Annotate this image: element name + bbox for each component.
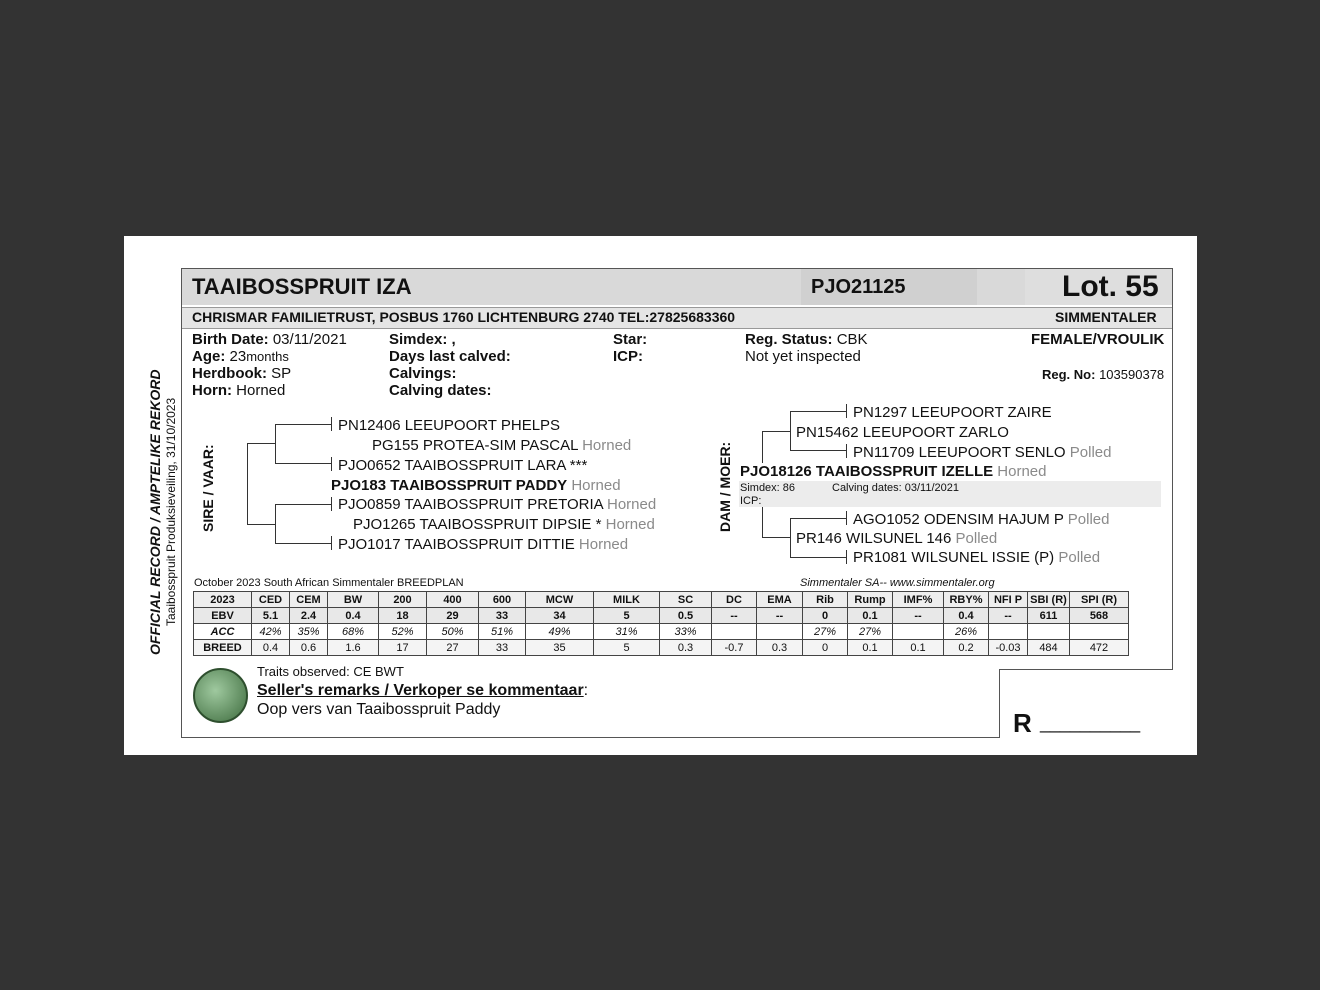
price-line: __________ — [1040, 713, 1141, 733]
ebv-cell: 0.5 — [660, 608, 712, 624]
ebv-cell: Rump — [848, 592, 893, 608]
logo-icon — [193, 668, 248, 723]
ebv-cell: 33 — [479, 640, 526, 656]
ebv-cell: 35 — [526, 640, 594, 656]
animal-reg-id: PJO21125 — [811, 276, 906, 298]
ebv-cell: 200 — [379, 592, 427, 608]
dam-dam-dam: PR1081 WILSUNEL ISSIE (P) Polled — [853, 549, 1101, 566]
ebv-cell: 27% — [848, 624, 893, 640]
ebv-cell — [712, 624, 757, 640]
ebv-cell: 5 — [594, 608, 660, 624]
ebv-cell: 49% — [526, 624, 594, 640]
dam-sire-sire: PN1297 LEEUPOORT ZAIRE — [853, 404, 1052, 421]
ebv-cell: 0.4 — [252, 640, 290, 656]
ebv-cell: 27% — [803, 624, 848, 640]
age: Age: 23months — [192, 348, 289, 365]
ebv-cell: -- — [757, 608, 803, 624]
ebv-cell: 27 — [427, 640, 479, 656]
sale-label: Taaibosspruit Produksieveiling, 31/10/2023 — [164, 397, 178, 626]
herdbook: Herdbook: SP — [192, 365, 292, 382]
ebv-cell: 0.1 — [848, 640, 893, 656]
ebv-cell — [989, 624, 1028, 640]
ebv-cell: 0 — [803, 640, 848, 656]
sex-label: FEMALE/VROULIK — [1031, 331, 1165, 348]
ebv-cell: 0.1 — [893, 640, 944, 656]
ebv-cell: 0.6 — [290, 640, 328, 656]
ebv-cell: SPI (R) — [1070, 592, 1129, 608]
dam-simdex: Simdex: 86 — [740, 482, 796, 494]
ebv-cell: CED — [252, 592, 290, 608]
icp: ICP: — [613, 348, 643, 365]
remarks-title: Seller's remarks / Verkoper se kommentaar: — [257, 682, 589, 699]
ebv-cell: 33% — [660, 624, 712, 640]
ebv-cell: 5 — [594, 640, 660, 656]
ebv-cell: 0.1 — [848, 608, 893, 624]
dam-calving-dates: Calving dates: 03/11/2021 — [832, 482, 959, 494]
ebv-cell: 68% — [328, 624, 379, 640]
traits-observed: Traits observed: CE BWT — [257, 664, 404, 679]
ebv-cell: -- — [712, 608, 757, 624]
simdex: Simdex: , — [389, 331, 456, 348]
ebv-cell: -- — [989, 608, 1028, 624]
dam-sire-dam: PN11709 LEEUPOORT SENLO Polled — [853, 444, 1112, 461]
row-label: EBV — [194, 608, 252, 624]
ebv-cell: 600 — [479, 592, 526, 608]
ebv-cell — [757, 624, 803, 640]
ebv-cell: 2.4 — [290, 608, 328, 624]
ebv-cell: 0.3 — [757, 640, 803, 656]
ebv-cell: 5.1 — [252, 608, 290, 624]
ebv-row — [194, 608, 1129, 624]
calvings: Calvings: — [389, 365, 457, 382]
ebv-cell: RBY% — [944, 592, 989, 608]
owner-line: CHRISMAR FAMILIETRUST, POSBUS 1760 LICHTENBURG 2740 TEL:27825683360 — [192, 309, 736, 325]
birth-date: Birth Date: 03/11/2021 — [192, 331, 347, 348]
ebv-cell: 484 — [1028, 640, 1070, 656]
remarks-text: Oop vers van Taaibosspruit Paddy — [257, 701, 501, 718]
ebv-cell: 18 — [379, 608, 427, 624]
breed-label: SIMMENTALER — [1055, 309, 1157, 325]
row-label: BREED — [194, 640, 252, 656]
ebv-cell: 50% — [427, 624, 479, 640]
dam-icp: ICP: — [740, 495, 762, 507]
ebv-cell: DC — [712, 592, 757, 608]
ebv-cell: NFI P — [989, 592, 1028, 608]
breedplan-site: Simmentaler SA-- www.simmentaler.org — [800, 577, 995, 589]
dam-sire: PN15462 LEEUPOORT ZARLO — [796, 424, 1009, 441]
dam-dam: PR146 WILSUNEL 146 Polled — [796, 530, 998, 547]
sire-dam-dam: PJO1017 TAAIBOSSPRUIT DITTIE Horned — [338, 536, 629, 553]
ebv-cell: 611 — [1028, 608, 1070, 624]
acc-row — [194, 624, 1129, 640]
ebv-cell: 42% — [252, 624, 290, 640]
ebv-cell: SC — [660, 592, 712, 608]
breedplan-title: October 2023 South African Simmentaler BREEDPLAN — [194, 577, 464, 589]
price-label: R — [1013, 708, 1032, 738]
ebv-cell: IMF% — [893, 592, 944, 608]
ebv-cell: 0 — [803, 608, 848, 624]
ebv-cell: 1.6 — [328, 640, 379, 656]
ebv-cell — [1028, 624, 1070, 640]
ebv-cell: -- — [893, 608, 944, 624]
ebv-table — [193, 591, 1129, 656]
ebv-cell: 51% — [479, 624, 526, 640]
ebv-cell: 33 — [479, 608, 526, 624]
inspection-status: Not yet inspected — [745, 348, 861, 365]
sire-label: SIRE / VAAR: — [200, 444, 216, 532]
ebv-cell: 0.4 — [328, 608, 379, 624]
animal-name: TAAIBOSSPRUIT IZA — [192, 274, 412, 299]
horn: Horn: Horned — [192, 382, 286, 399]
ebv-cell: 29 — [427, 608, 479, 624]
ebv-cell: 568 — [1070, 608, 1129, 624]
sire-dam-sire: PJO1265 TAAIBOSSPRUIT DIPSIE * Horned — [353, 516, 655, 533]
ebv-cell: Rib — [803, 592, 848, 608]
ebv-cell: SBI (R) — [1028, 592, 1070, 608]
ebv-header-row — [194, 592, 1129, 608]
ebv-cell: MILK — [594, 592, 660, 608]
dam-label: DAM / MOER: — [717, 441, 733, 532]
star: Star: — [613, 331, 648, 348]
ebv-cell: EMA — [757, 592, 803, 608]
ebv-cell: BW — [328, 592, 379, 608]
ebv-cell: 0.4 — [944, 608, 989, 624]
ebv-cell: 35% — [290, 624, 328, 640]
ebv-cell: 17 — [379, 640, 427, 656]
lot-number: Lot. 55 — [1062, 270, 1159, 303]
calving-dates: Calving dates: — [389, 382, 492, 399]
reg-status: Reg. Status: CBK — [745, 331, 868, 348]
ebv-cell: 34 — [526, 608, 594, 624]
dam-dam-sire: AGO1052 ODENSIM HAJUM P Polled — [853, 511, 1110, 528]
ebv-cell: 0.2 — [944, 640, 989, 656]
ebv-cell — [893, 624, 944, 640]
sire-sire-dam: PJO0652 TAAIBOSSPRUIT LARA *** — [338, 457, 588, 474]
sire-dam: PJO0859 TAAIBOSSPRUIT PRETORIA Horned — [338, 496, 657, 513]
ebv-cell: 472 — [1070, 640, 1129, 656]
row-label: 2023 — [194, 592, 252, 608]
ebv-cell: MCW — [526, 592, 594, 608]
ebv-cell: 26% — [944, 624, 989, 640]
ebv-cell: 0.3 — [660, 640, 712, 656]
ebv-cell: -0.7 — [712, 640, 757, 656]
breed-row — [194, 640, 1129, 656]
ebv-cell: 31% — [594, 624, 660, 640]
days-last-calved: Days last calved: — [389, 348, 511, 365]
ebv-cell: 52% — [379, 624, 427, 640]
ebv-cell: CEM — [290, 592, 328, 608]
sire-sire: PN12406 LEEUPOORT PHELPS — [338, 417, 561, 434]
ebv-cell: -0.03 — [989, 640, 1028, 656]
row-label: ACC — [194, 624, 252, 640]
sire: PJO183 TAAIBOSSPRUIT PADDY Horned — [331, 477, 621, 494]
dam: PJO18126 TAAIBOSSPRUIT IZELLE Horned — [740, 463, 1047, 480]
sire-sire-sire: PG155 PROTEA-SIM PASCAL Horned — [372, 437, 632, 454]
reg-no: Reg. No: 103590378 — [1042, 367, 1165, 382]
ebv-cell: 400 — [427, 592, 479, 608]
ebv-cell — [1070, 624, 1129, 640]
official-record-label: OFFICIAL RECORD / AMPTELIKE REKORD — [147, 369, 163, 655]
